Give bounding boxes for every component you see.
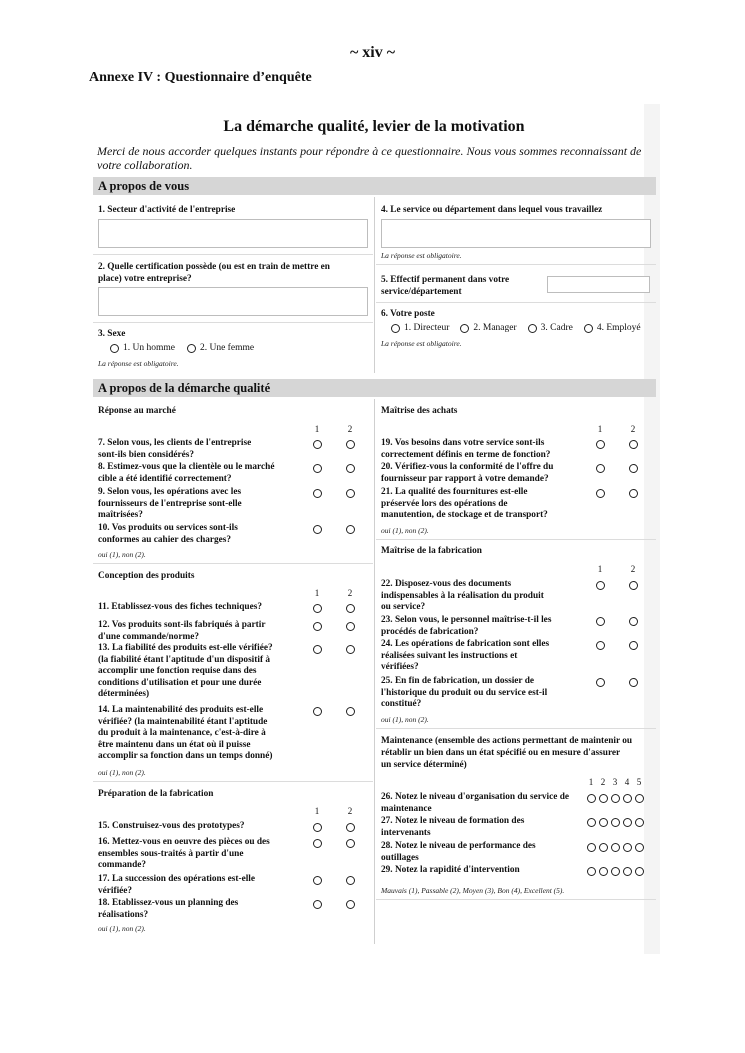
- q12-label: 12. Vos produits sont-ils fabriqués à partir d'une commande/norme?: [98, 620, 266, 642]
- q15-label: 15. Construisez-vous des prototypes?: [98, 821, 245, 831]
- q19-label: 19. Vos besoins dans votre service sont-ils correctement définis en terme de fonction?: [381, 438, 551, 460]
- q13-label: 13. La fiabilité des produits est-elle vérifiée? (la fiabilité étant l'aptitude d'un dispositif à accomplir une fonction requise dans des conditions d'utilisation et pour une durée déterminées): [98, 643, 273, 699]
- annex-title: Annexe IV : Questionnaire d’enquête: [89, 70, 312, 85]
- divider: [93, 563, 373, 564]
- col-header-2: 2: [630, 564, 636, 574]
- q4-input[interactable]: [381, 219, 651, 248]
- q16-label: 16. Mettez-vous en oeuvre des pièces ou des ensembles sous-traités à partir d'une commande?: [98, 837, 270, 870]
- q7-radio-no[interactable]: [346, 440, 355, 449]
- q23-radio-yes[interactable]: [596, 617, 605, 626]
- q20-radio-yes[interactable]: [596, 464, 605, 473]
- q25-label: 25. En fin de fabrication, un dossier de l'historique du produit ou du service est-il constitué?: [381, 676, 548, 709]
- q25-radio-yes[interactable]: [596, 678, 605, 687]
- q6-mandatory-note: La réponse est obligatoire.: [381, 339, 462, 348]
- q11-radio-yes[interactable]: [313, 604, 322, 613]
- q6-option-employee[interactable]: 4. Employé: [584, 323, 641, 333]
- radio-icon[interactable]: [460, 324, 469, 333]
- q5-input[interactable]: [547, 276, 650, 293]
- q9-label: 9. Selon vous, les opérations avec les fournisseurs de l'entreprise sont-elle maîtrisées?: [98, 487, 242, 520]
- divider: [376, 539, 656, 540]
- q3-mandatory-note: La réponse est obligatoire.: [98, 359, 179, 368]
- q16-radio-no[interactable]: [346, 839, 355, 848]
- radio-icon[interactable]: [584, 324, 593, 333]
- q16-radio-yes[interactable]: [313, 839, 322, 848]
- q27-radio-5[interactable]: [635, 818, 644, 827]
- radio-icon[interactable]: [391, 324, 400, 333]
- q15-radio-no[interactable]: [346, 823, 355, 832]
- col-header-1: 1: [597, 564, 603, 574]
- q13-radio-no[interactable]: [346, 645, 355, 654]
- questionnaire-form: [84, 104, 660, 954]
- q2-label: 2. Quelle certification possède (ou est en train de mettre en place) votre entreprise?: [98, 262, 330, 284]
- q8-radio-no[interactable]: [346, 464, 355, 473]
- q22-radio-yes[interactable]: [596, 581, 605, 590]
- q10-radio-yes[interactable]: [313, 525, 322, 534]
- q28-label: 28. Notez le niveau de performance des outillages: [381, 841, 536, 863]
- col-header-2: 2: [347, 424, 353, 434]
- manufacturing-title: Maîtrise de la fabrication: [381, 546, 482, 556]
- q22-radio-no[interactable]: [629, 581, 638, 590]
- q24-radio-yes[interactable]: [596, 641, 605, 650]
- scale-header-3: 3: [612, 777, 618, 787]
- q26-radio-1[interactable]: [587, 794, 596, 803]
- radio-icon[interactable]: [528, 324, 537, 333]
- q27-radio-2[interactable]: [599, 818, 608, 827]
- q28-radio-2[interactable]: [599, 843, 608, 852]
- purchase-title: Maîtrise des achats: [381, 406, 458, 416]
- q4-label: 4. Le service ou département dans lequel vous travaillez: [381, 205, 603, 215]
- q19-radio-yes[interactable]: [596, 440, 605, 449]
- q17-radio-yes[interactable]: [313, 876, 322, 885]
- q22-label: 22. Disposez-vous des documents indispensables à la réalisation du produit ou service?: [381, 579, 544, 612]
- design-title: Conception des produits: [98, 571, 195, 581]
- q3-label: 3. Sexe: [98, 329, 126, 339]
- q26-radio-4[interactable]: [623, 794, 632, 803]
- q29-radio-3[interactable]: [611, 867, 620, 876]
- divider: [93, 254, 373, 255]
- manufacturing-note: oui (1), non (2).: [381, 715, 429, 724]
- divider: [376, 264, 656, 265]
- scale-header-5: 5: [636, 777, 642, 787]
- column-divider: [374, 197, 375, 373]
- q13-radio-yes[interactable]: [313, 645, 322, 654]
- q4-mandatory-note: La réponse est obligatoire.: [381, 251, 462, 260]
- q15-radio-yes[interactable]: [313, 823, 322, 832]
- page-number: ~ xiv ~: [349, 44, 396, 61]
- q14-radio-yes[interactable]: [313, 707, 322, 716]
- q19-radio-no[interactable]: [629, 440, 638, 449]
- q20-radio-no[interactable]: [629, 464, 638, 473]
- q3-option-man[interactable]: 1. Un homme: [110, 343, 175, 353]
- q18-radio-no[interactable]: [346, 900, 355, 909]
- column-divider: [374, 399, 375, 944]
- q29-radio-1[interactable]: [587, 867, 596, 876]
- q28-radio-4[interactable]: [623, 843, 632, 852]
- q24-radio-no[interactable]: [629, 641, 638, 650]
- q6-option-cadre[interactable]: 3. Cadre: [528, 323, 573, 333]
- q27-radio-3[interactable]: [611, 818, 620, 827]
- q3-options: [110, 343, 254, 353]
- q6-option-manager[interactable]: 2. Manager: [460, 323, 516, 333]
- q26-radio-3[interactable]: [611, 794, 620, 803]
- q29-radio-4[interactable]: [623, 867, 632, 876]
- col-header-1: 1: [597, 424, 603, 434]
- q29-radio-5[interactable]: [635, 867, 644, 876]
- q17-radio-no[interactable]: [346, 876, 355, 885]
- q18-label: 18. Etablissez-vous un planning des réalisations?: [98, 898, 239, 920]
- q29-label: 29. Notez la rapidité d'intervention: [381, 865, 520, 875]
- q28-radio-1[interactable]: [587, 843, 596, 852]
- design-note: oui (1), non (2).: [98, 768, 146, 777]
- q12-radio-yes[interactable]: [313, 622, 322, 631]
- q27-radio-1[interactable]: [587, 818, 596, 827]
- radio-icon[interactable]: [187, 344, 196, 353]
- col-header-1: 1: [314, 424, 320, 434]
- q7-label: 7. Selon vous, les clients de l'entreprise sont-ils bien considérés?: [98, 438, 252, 460]
- q9-radio-no[interactable]: [346, 489, 355, 498]
- col-header-2: 2: [347, 806, 353, 816]
- market-note: oui (1), non (2).: [98, 550, 146, 559]
- q6-label: 6. Votre poste: [381, 309, 435, 319]
- q21-radio-no[interactable]: [629, 489, 638, 498]
- col-header-1: 1: [314, 806, 320, 816]
- q6-options: [391, 323, 641, 333]
- q26-radio-5[interactable]: [635, 794, 644, 803]
- q8-label: 8. Estimez-vous que la clientèle ou le marché cible a été identifié correctement?: [98, 462, 275, 484]
- scale-header-1: 1: [588, 777, 594, 787]
- q10-label: 10. Vos produits ou services sont-ils conformes au cahier des charges?: [98, 523, 238, 545]
- q1-label: 1. Secteur d'activité de l'entreprise: [98, 205, 236, 215]
- q29-radio-2[interactable]: [599, 867, 608, 876]
- divider: [376, 302, 656, 303]
- q26-radio-2[interactable]: [599, 794, 608, 803]
- q11-label: 11. Etablissez-vous des fiches techniques?: [98, 602, 262, 612]
- q14-label: 14. La maintenabilité des produits est-elle vérifiée? (la maintenabilité étant l'aptitude du produit à la maintenance, c'est-à-dire à être maintenu dans un état où il puisse accomplir sa fonction dans un temps donné): [98, 705, 273, 761]
- maintenance-title: Maintenance (ensemble des actions permettant de maintenir ou rétablir un bien dans un état spécifié ou en mesure d'assurer un service déterminé): [381, 736, 633, 770]
- q10-radio-no[interactable]: [346, 525, 355, 534]
- q6-option-director[interactable]: 1. Directeur: [391, 323, 449, 333]
- q21-label: 21. La qualité des fournitures est-elle préservée lors des opérations de manutention, de stockage et de transport?: [381, 487, 548, 520]
- q25-radio-no[interactable]: [629, 678, 638, 687]
- scale-header-4: 4: [624, 777, 630, 787]
- section-about-quality: A propos de la démarche qualité: [93, 379, 656, 397]
- form-intro: Merci de nous accorder quelques instants pour répondre à ce questionnaire. Nous vous sommes reconnaissant de votre collaboration.: [97, 144, 642, 172]
- q23-label: 23. Selon vous, le personnel maîtrise-t-il les procédés de fabrication?: [381, 615, 552, 637]
- q17-label: 17. La succession des opérations est-elle vérifiée?: [98, 874, 256, 896]
- q20-label: 20. Vérifiez-vous la conformité de l'offre du fournisseur par rapport à votre demande?: [381, 462, 554, 484]
- q14-radio-no[interactable]: [346, 707, 355, 716]
- col-header-2: 2: [630, 424, 636, 434]
- divider: [376, 899, 656, 900]
- q27-radio-4[interactable]: [623, 818, 632, 827]
- q18-radio-yes[interactable]: [313, 900, 322, 909]
- scale-header-2: 2: [600, 777, 606, 787]
- prep-note: oui (1), non (2).: [98, 924, 146, 933]
- q28-radio-3[interactable]: [611, 843, 620, 852]
- q23-radio-no[interactable]: [629, 617, 638, 626]
- col-header-1: 1: [314, 588, 320, 598]
- q21-radio-yes[interactable]: [596, 489, 605, 498]
- col-header-2: 2: [347, 588, 353, 598]
- q2-input[interactable]: [98, 287, 368, 316]
- purchase-note: oui (1), non (2).: [381, 526, 429, 535]
- q5-label: 5. Effectif permanent dans votre service/département: [381, 275, 510, 297]
- q3-option-woman[interactable]: 2. Une femme: [187, 343, 254, 353]
- q24-label: 24. Les opérations de fabrication sont elles réalisées suivant les instructions et vérifiées?: [381, 639, 550, 672]
- radio-icon[interactable]: [110, 344, 119, 353]
- q7-radio-yes[interactable]: [313, 440, 322, 449]
- q1-input[interactable]: [98, 219, 368, 248]
- q26-label: 26. Notez le niveau d'organisation du service de maintenance: [381, 792, 569, 814]
- divider: [93, 322, 373, 323]
- q8-radio-yes[interactable]: [313, 464, 322, 473]
- section-about-you: A propos de vous: [93, 177, 656, 195]
- maintenance-scale-note: Mauvais (1), Passable (2), Moyen (3), Bon (4), Excellent (5).: [381, 886, 565, 895]
- q28-radio-5[interactable]: [635, 843, 644, 852]
- market-title: Réponse au marché: [98, 406, 176, 416]
- q12-radio-no[interactable]: [346, 622, 355, 631]
- q9-radio-yes[interactable]: [313, 489, 322, 498]
- divider: [93, 781, 373, 782]
- q27-label: 27. Notez le niveau de formation des intervenants: [381, 816, 525, 838]
- q11-radio-no[interactable]: [346, 604, 355, 613]
- prep-title: Préparation de la fabrication: [98, 789, 214, 799]
- divider: [376, 728, 656, 729]
- form-title: La démarche qualité, levier de la motivation: [223, 118, 525, 135]
